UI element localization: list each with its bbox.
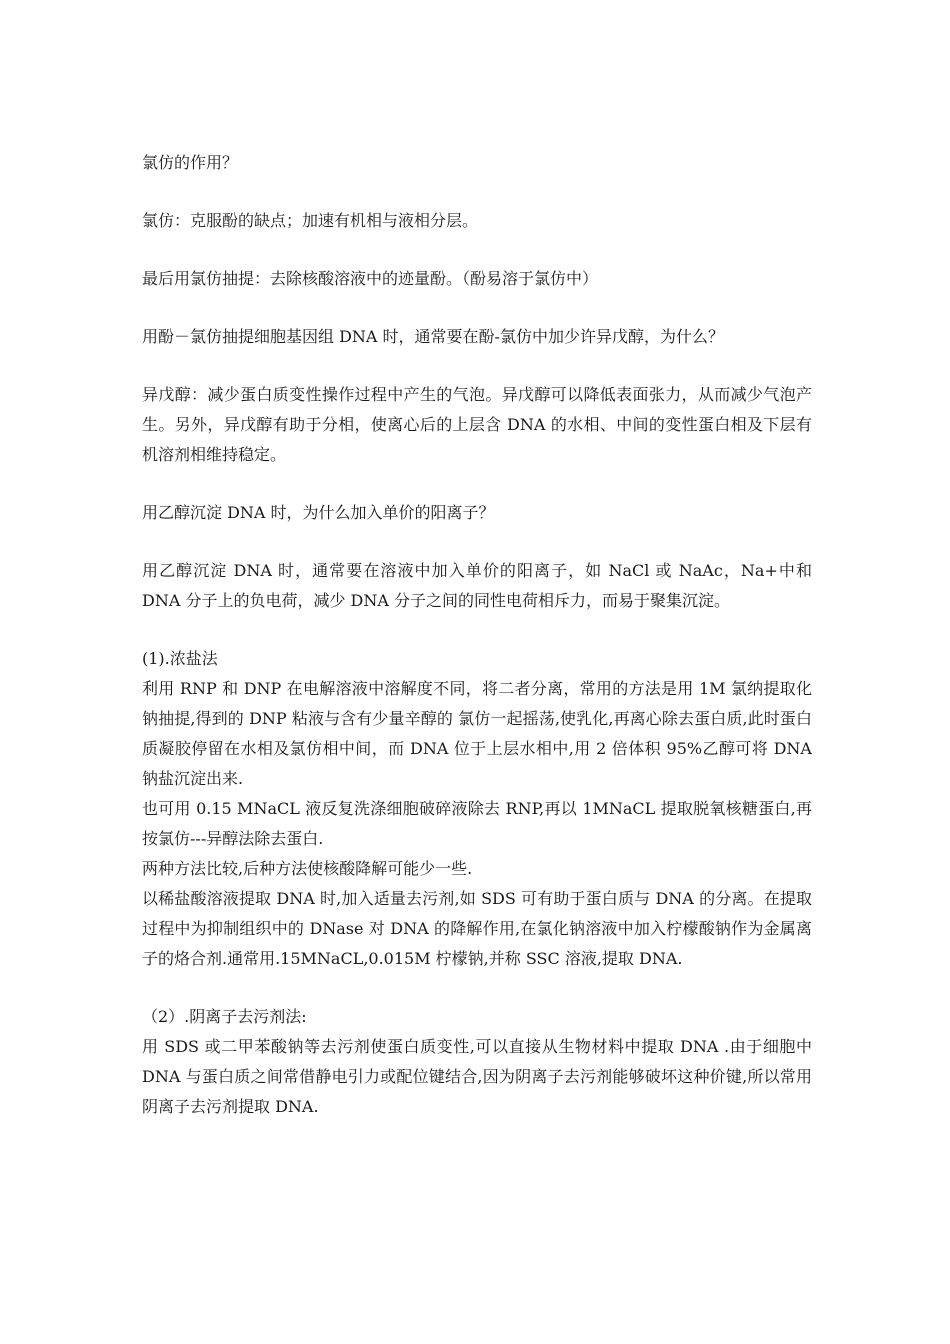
section-heading-anionic-detergent: （2）.阴离子去污剂法: [142,1007,307,1026]
document-body [142,148,812,1122]
section-paragraph: 用 SDS 或二甲苯酸钠等去污剂使蛋白质变性,可以直接从生物材料中提取 DNA .由于细胞中 DNA 与蛋白质之间常借静电引力或配位键结合,因为阴离子去污剂能够破坏这种价键,所以常用阴离子去污剂提取 DNA. [142,1037,812,1116]
question-isoamyl-alcohol: 用酚－氯仿抽提细胞基因组 DNA 时，通常要在酚-氯仿中加少许异戊醇，为什么？ [142,327,724,346]
section-heading-concentrated-salt: (1).浓盐法 [142,649,218,668]
answer-isoamyl-alcohol: 异戊醇：减少蛋白质变性操作过程中产生的气泡。异戊醇可以降低表面张力，从而减少气泡产生。另外，异戊醇有助于分相，使离心后的上层含 DNA 的水相、中间的变性蛋白相及下层有机溶剂相维持稳定。 [142,385,812,464]
section-anionic-detergent [142,1002,812,1122]
question-monovalent-cation: 用乙醇沉淀 DNA 时，为什么加入单价的阳离子？ [142,503,495,522]
section-concentrated-salt [142,644,812,974]
section-paragraph: 也可用 0.15 MNaCL 液反复洗涤细胞破碎液除去 RNP,再以 1MNaCL 提取脱氧核糖蛋白,再按氯仿---异醇法除去蛋白. [142,799,812,848]
section-paragraph: 以稀盐酸溶液提取 DNA 时,加入适量去污剂,如 SDS 可有助于蛋白质与 DNA 的分离。在提取过程中为抑制组织中的 DNase 对 DNA 的降解作用,在氯化钠溶液中加入柠檬酸钠作为金属离子的烙合剂.通常用.15MNaCL,0.015M 柠檬钠,并称 SSC 溶液,提取 DNA. [142,889,812,968]
answer-chloroform-role: 氯仿：克服酚的缺点；加速有机相与液相分层。 [142,211,479,230]
answer-monovalent-cation: 用乙醇沉淀 DNA 时，通常要在溶液中加入单价的阳离子，如 NaCl 或 NaAc，Na+中和 DNA 分子上的负电荷，减少 DNA 分子之间的同性电荷相斥力，而易于聚集沉淀。 [142,561,812,610]
answer-chloroform-final-extraction: 最后用氯仿抽提：去除核酸溶液中的迹量酚。（酚易溶于氯仿中） [142,269,599,288]
section-paragraph: 利用 RNP 和 DNP 在电解溶液中溶解度不同，将二者分离，常用的方法是用 1M 氯纳提取化钠抽提,得到的 DNP 粘液与含有少量辛醇的 氯仿一起摇荡,使乳化,再离心除去蛋白质,此时蛋白质凝胶停留在水相及氯仿相中间，而 DNA 位于上层水相中,用 2 倍体积 95%乙醇可将 DNA 钠盐沉淀出来. [142,679,812,788]
question-chloroform-role: 氯仿的作用？ [142,153,239,172]
section-paragraph: 两种方法比较,后种方法使核酸降解可能少一些. [142,859,473,878]
